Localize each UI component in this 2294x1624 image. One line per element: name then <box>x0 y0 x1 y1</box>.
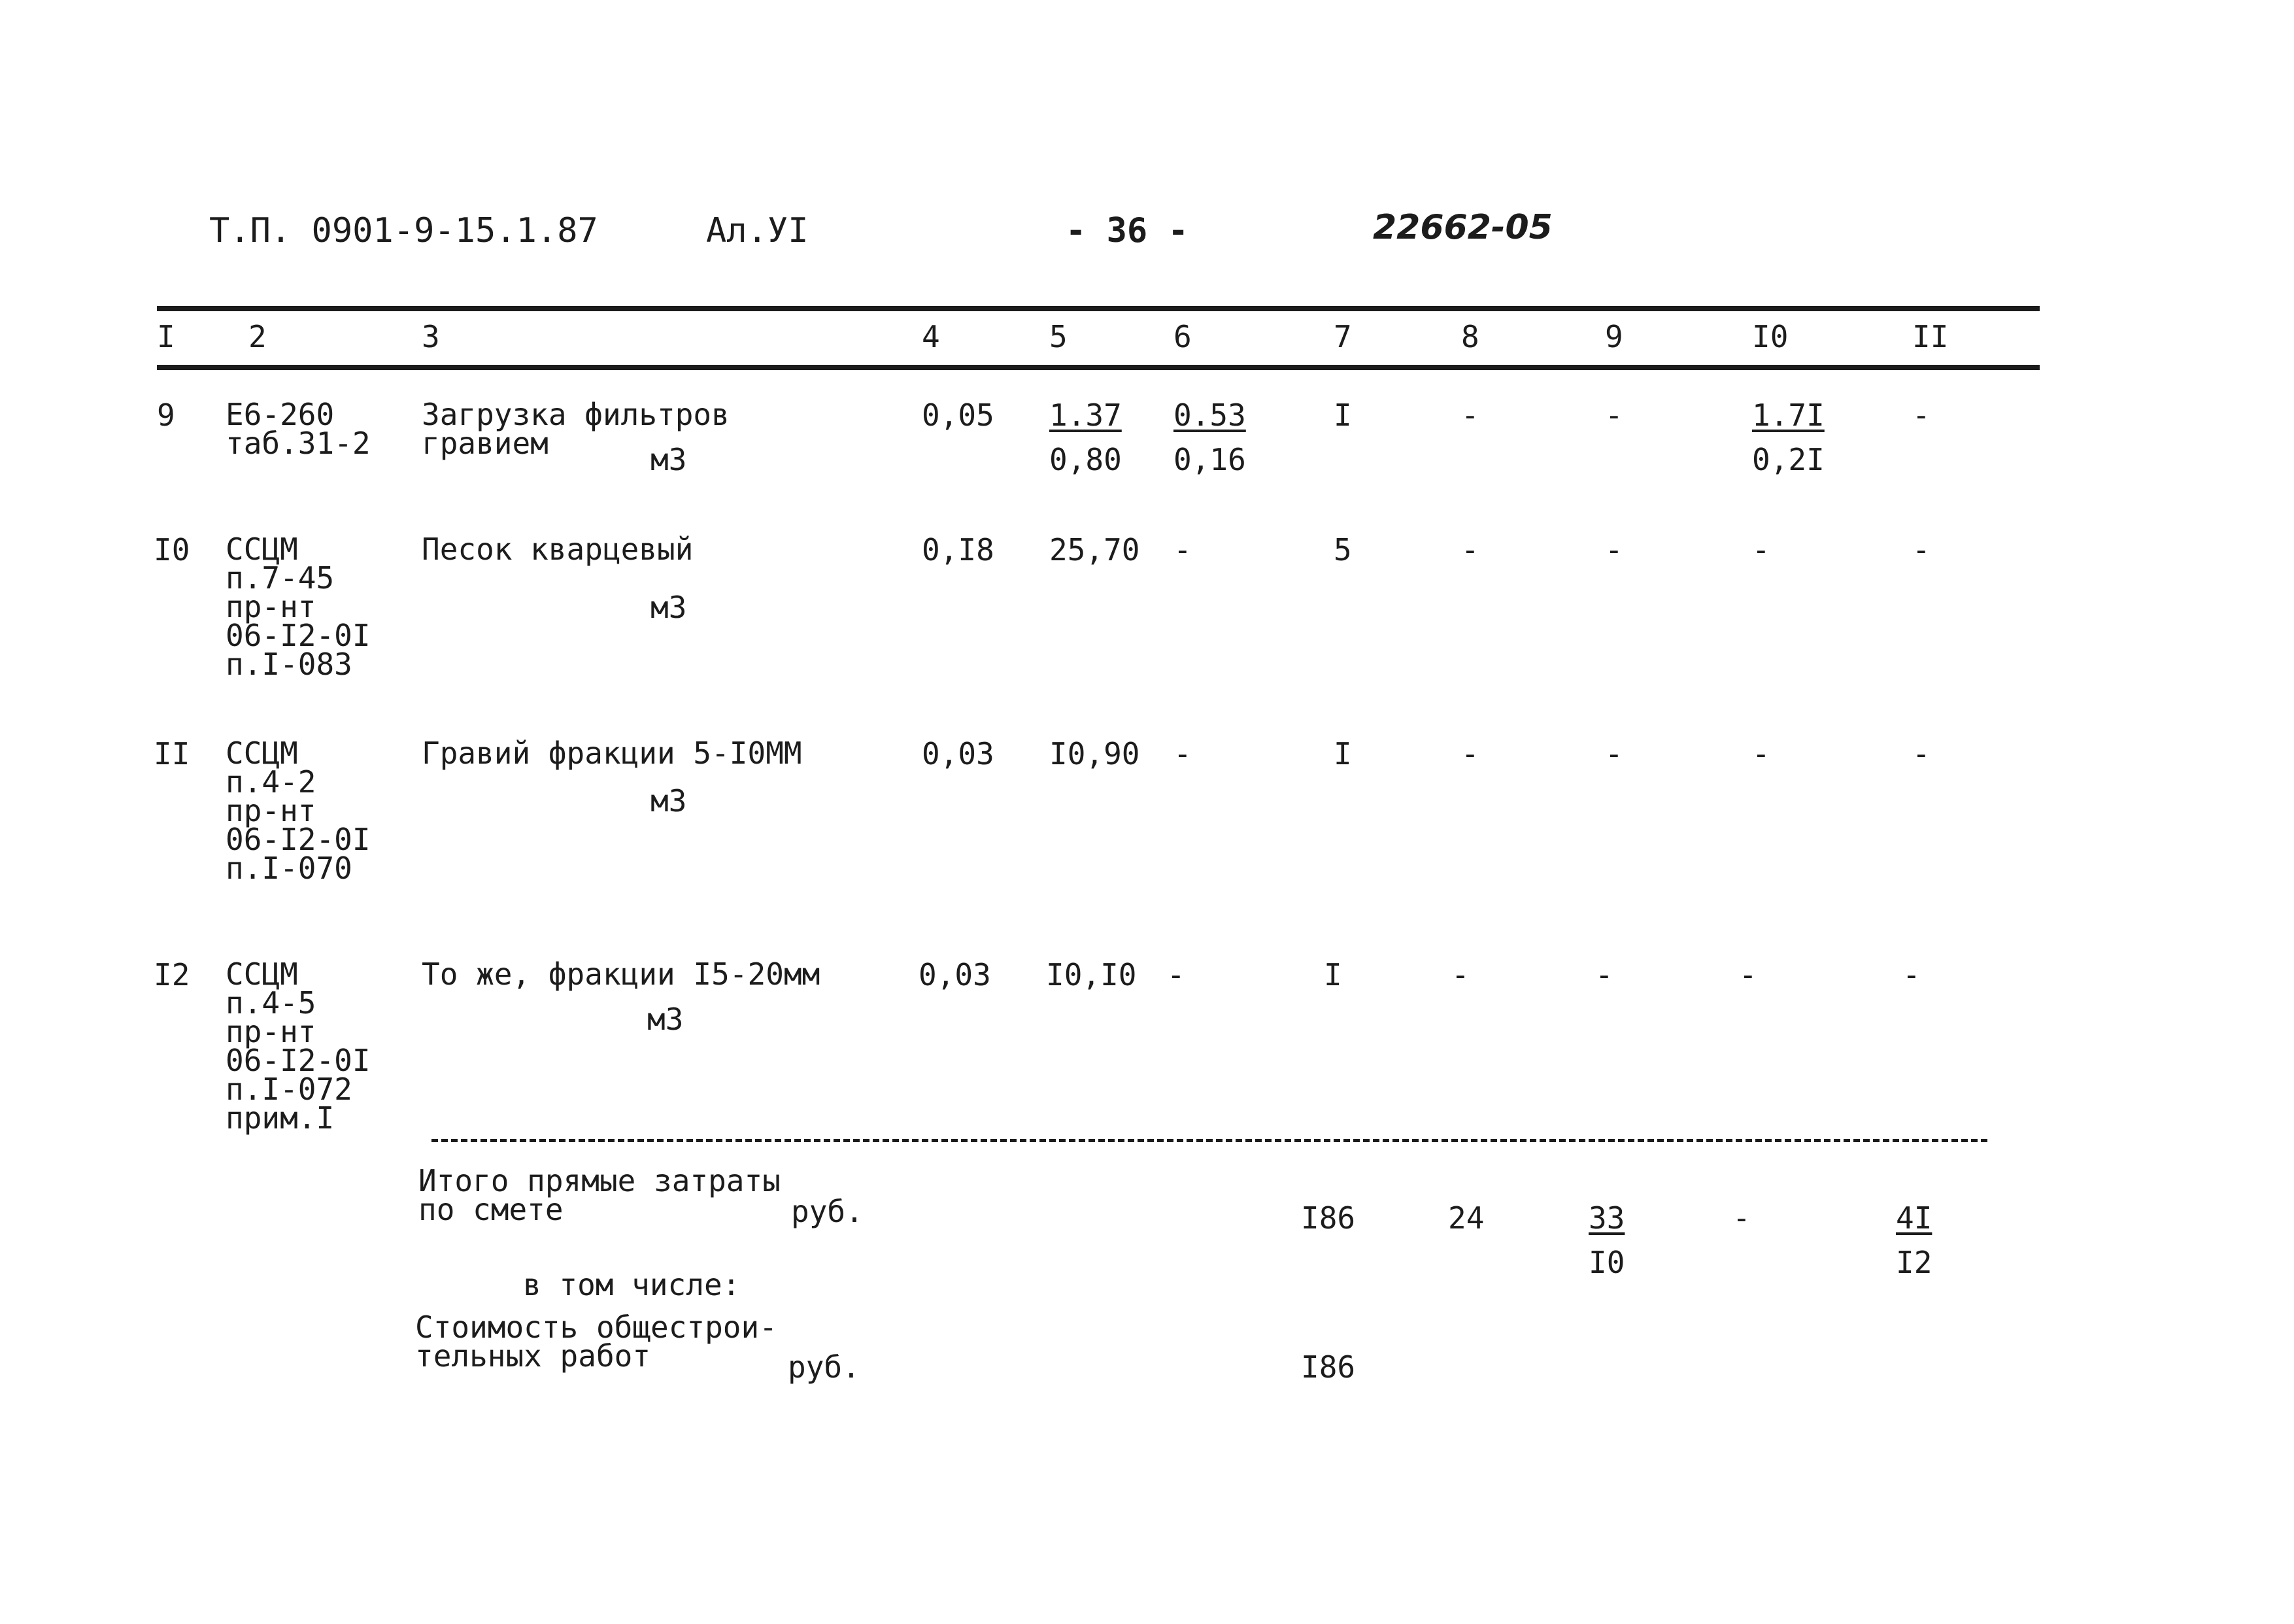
row-unit: м3 <box>650 590 687 625</box>
totals-col11-bottom: I2 <box>1896 1245 1932 1280</box>
cell-col8: - <box>1461 532 1479 567</box>
totals-col7: I86 <box>1301 1200 1356 1236</box>
cell-col5: I0,I0 <box>1046 957 1137 992</box>
cell-col11: - <box>1912 532 1931 567</box>
row-description: Загрузка фильтров гравием <box>422 397 730 461</box>
row-reference: ССЦМ п.7-45 пр-нт 06-I2-0I п.I-083 <box>226 532 371 682</box>
cell-col6: - <box>1173 532 1192 567</box>
col-header-7: 7 <box>1334 319 1352 354</box>
row-unit: м3 <box>650 783 687 819</box>
cell-col9: - <box>1605 398 1623 433</box>
totals-col10: - <box>1732 1200 1751 1236</box>
row-reference: ССЦМ п.4-5 пр-нт 06-I2-0I п.I-072 прим.I <box>226 956 371 1136</box>
totals-label: Итого прямые затраты по смете <box>418 1163 781 1227</box>
cell-col5-bottom: 0,80 <box>1049 442 1122 477</box>
cell-col9: - <box>1605 736 1623 771</box>
col-header-11: II <box>1912 319 1949 354</box>
cell-col4: 0,03 <box>922 736 994 771</box>
col-header-5: 5 <box>1049 319 1068 354</box>
cell-col7: I <box>1334 736 1352 771</box>
including-label: в том числе: <box>523 1267 741 1302</box>
row-reference: Е6-260 таб.31-2 <box>226 397 371 461</box>
col-header-2: 2 <box>248 319 267 354</box>
general-works-label: Стоимость общестрои- тельных работ <box>415 1310 777 1374</box>
col-header-4: 4 <box>922 319 940 354</box>
cell-col6-top: 0.53 <box>1173 398 1246 433</box>
cell-col7: I <box>1324 957 1342 992</box>
cell-col5: 25,70 <box>1049 532 1140 567</box>
row-unit: м3 <box>650 442 687 477</box>
row-description: Гравий фракции 5-I0ММ <box>422 736 802 771</box>
general-works-unit: руб. <box>788 1349 860 1385</box>
totals-col8: 24 <box>1448 1200 1485 1236</box>
totals-col11-top: 4I <box>1896 1200 1932 1236</box>
totals-unit: руб. <box>791 1194 864 1229</box>
cell-col4: 0,I8 <box>922 532 994 567</box>
row-number: I2 <box>154 957 190 992</box>
row-number: I0 <box>154 532 190 567</box>
cell-col9: - <box>1595 957 1613 992</box>
col-header-3: 3 <box>422 319 440 354</box>
cell-col8: - <box>1451 957 1470 992</box>
cell-col11: - <box>1902 957 1921 992</box>
cell-col5-top: 1.37 <box>1049 398 1122 433</box>
cell-col10: - <box>1752 736 1770 771</box>
cell-col10: - <box>1739 957 1757 992</box>
col-header-6: 6 <box>1173 319 1192 354</box>
col-header-10: I0 <box>1752 319 1789 354</box>
row-unit: м3 <box>647 1002 684 1037</box>
cell-col8: - <box>1461 398 1479 433</box>
row-description: Песок кварцевый <box>422 532 694 567</box>
col-header-8: 8 <box>1461 319 1479 354</box>
totals-separator <box>431 1139 1987 1142</box>
cell-col5: I0,90 <box>1049 736 1140 771</box>
cell-col9: - <box>1605 532 1623 567</box>
document-code: 22662-05 <box>1373 208 1553 247</box>
totals-col9-top: 33 <box>1589 1200 1625 1236</box>
cell-col6: - <box>1173 736 1192 771</box>
row-description: То же, фракции I5-20мм <box>422 956 820 992</box>
totals-col9-bottom: I0 <box>1589 1245 1625 1280</box>
col-header-9: 9 <box>1605 319 1623 354</box>
col-header-1: I <box>157 319 175 354</box>
general-works-col7: I86 <box>1301 1349 1356 1385</box>
cell-col4: 0,03 <box>919 957 991 992</box>
page-number: - 36 - <box>1066 211 1189 250</box>
cell-col8: - <box>1461 736 1479 771</box>
row-reference: ССЦМ п.4-2 пр-нт 06-I2-0I п.I-070 <box>226 736 371 886</box>
cell-col10-bottom: 0,2I <box>1752 442 1825 477</box>
table-top-rule <box>157 306 2040 311</box>
cell-col4: 0,05 <box>922 398 994 433</box>
cell-col7: 5 <box>1334 532 1352 567</box>
cell-col10-top: 1.7I <box>1752 398 1825 433</box>
row-number: 9 <box>157 398 175 433</box>
project-number: Т.П. 0901-9-15.1.87 <box>209 211 598 250</box>
cell-col7: I <box>1334 398 1352 433</box>
cell-col10: - <box>1752 532 1770 567</box>
cell-col11: - <box>1912 398 1931 433</box>
cell-col6-bottom: 0,16 <box>1173 442 1246 477</box>
album-number: Ал.УI <box>706 211 809 250</box>
cell-col11: - <box>1912 736 1931 771</box>
cell-col6: - <box>1167 957 1185 992</box>
row-number: II <box>154 736 190 771</box>
table-header-rule <box>157 365 2040 370</box>
